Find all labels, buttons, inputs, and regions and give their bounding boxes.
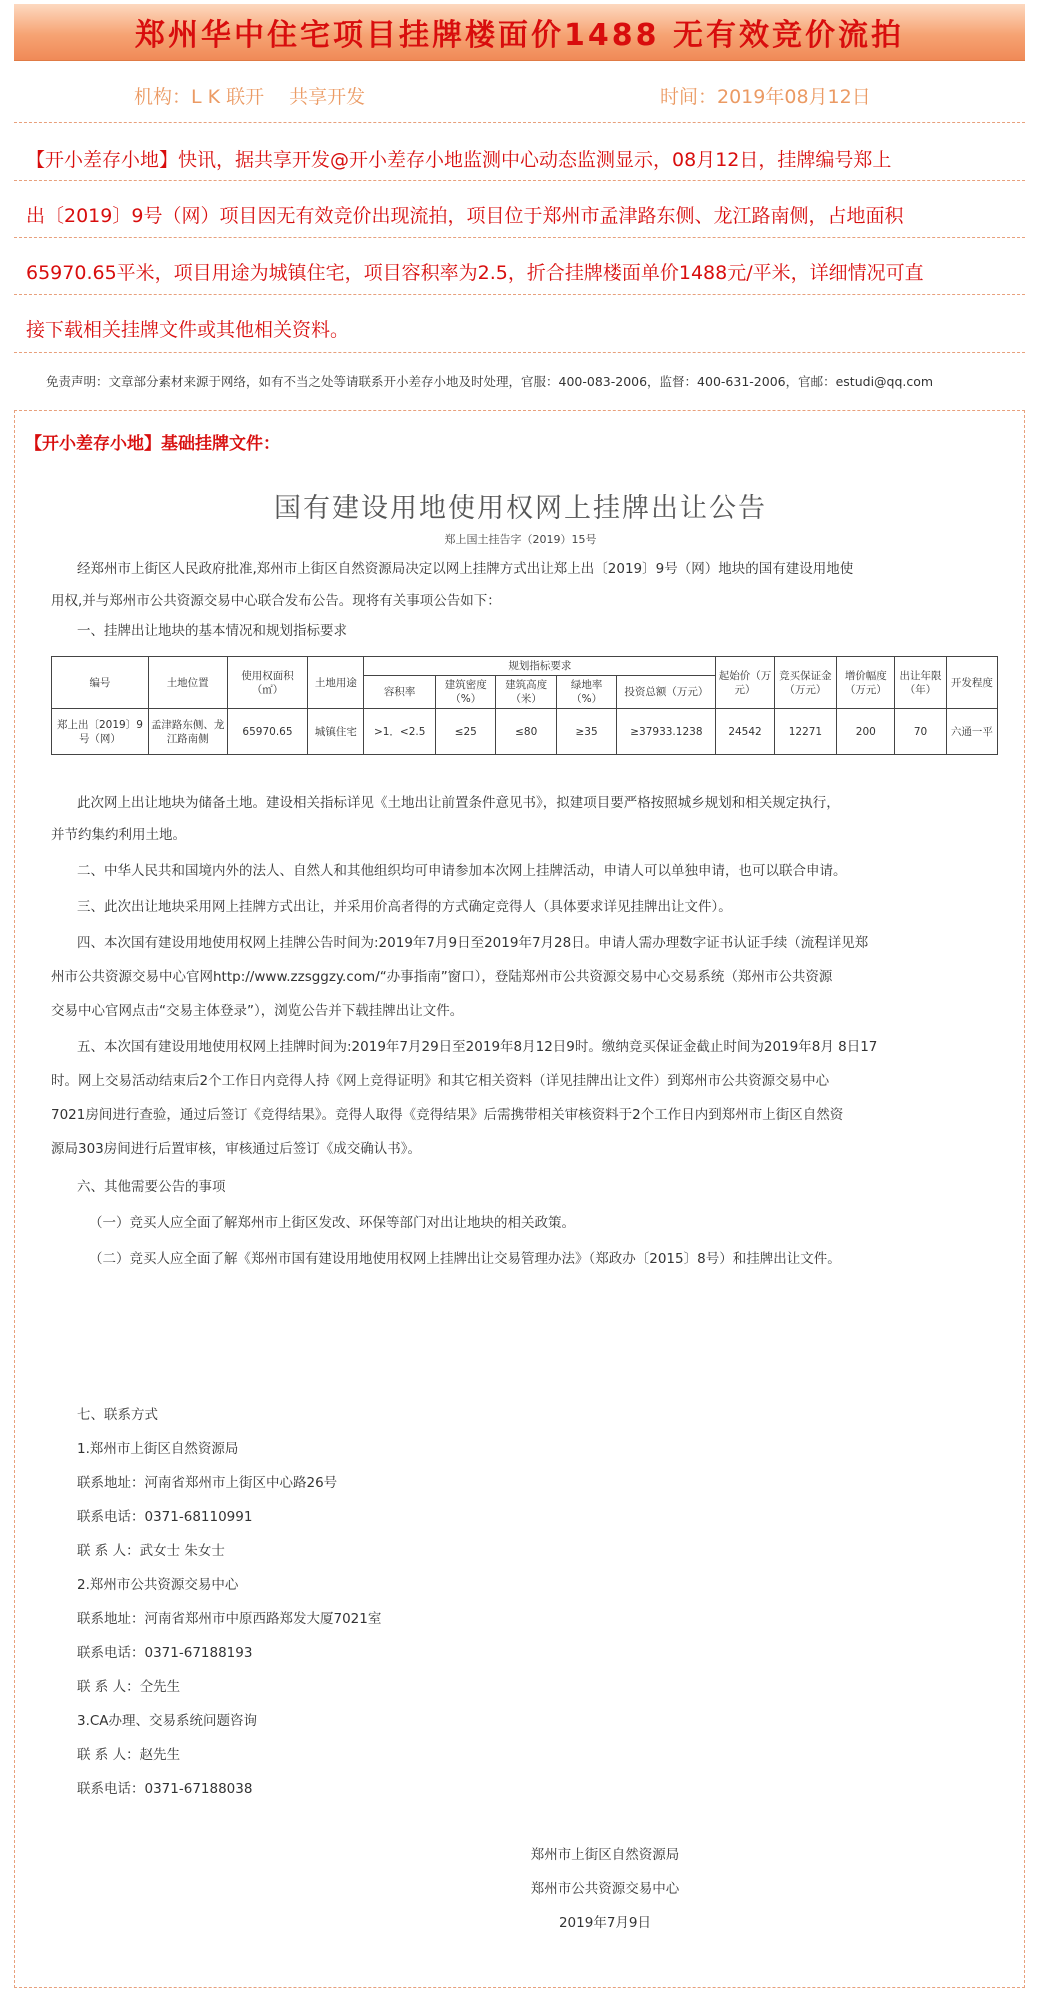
- time-label: 时间：2019年08月12日: [660, 86, 871, 108]
- divider: [14, 294, 1025, 295]
- paragraph: 三、此次出让地块采用网上挂牌方式出让，并采用价高者得的方式确定竞得人（具体要求详见挂牌出让文件）。: [77, 899, 732, 915]
- table-header: 出让年限（年）: [895, 657, 946, 709]
- table-cell: 70: [895, 709, 946, 755]
- contact-phone: 联系电话：0371-67188193: [77, 1645, 253, 1661]
- table-cell: 城镇住宅: [308, 709, 364, 755]
- lead-line-1: [26, 147, 992, 173]
- contact-org: 1.郑州市上街区自然资源局: [77, 1441, 239, 1457]
- title-banner: [14, 4, 1025, 61]
- table-header: 规划指标要求: [364, 657, 716, 676]
- table-header: 起始价（万元）: [716, 657, 774, 709]
- divider: [14, 122, 1025, 123]
- divider: [14, 237, 1025, 238]
- table-cell: >1．<2.5: [364, 709, 436, 755]
- table-cell: 24542: [716, 709, 774, 755]
- contact-org: 2.郑州市公共资源交易中心: [77, 1577, 239, 1593]
- contact-address: 联系地址：河南省郑州市中原西路郑发大厦7021室: [77, 1611, 382, 1627]
- table-cell: 郑上出〔2019〕9号（网）: [52, 709, 149, 755]
- document-label-text: 基础挂牌文件：: [161, 434, 280, 454]
- paragraph: （二）竞买人应全面了解《郑州市国有建设用地使用权网上挂牌出让交易管理办法》（郑政办〔2015〕8号）和挂牌出让文件。: [89, 1251, 841, 1267]
- contact-address: 联系地址：河南省郑州市上街区中心路26号: [77, 1475, 338, 1491]
- contact-person: 联 系 人：赵先生: [77, 1747, 181, 1763]
- document-label: [25, 429, 280, 454]
- table-header: 绿地率（%）: [556, 676, 616, 709]
- table-header: 建筑密度（%）: [436, 676, 496, 709]
- land-plan-table: [51, 656, 998, 755]
- table-header: 土地位置: [148, 657, 227, 709]
- paragraph: 四、本次国有建设用地使用权网上挂牌公告时间为:2019年7月9日至2019年7月28日。申请人需办理数字证书认证手续（流程详见郑: [77, 935, 869, 951]
- table-header: 增价幅度（万元）: [837, 657, 895, 709]
- contact-person: 联 系 人：武女士 朱女士: [77, 1543, 225, 1559]
- lead-line-3: 65970.65平米，项目用途为城镇住宅，项目容积率为2.5，折合挂牌楼面单价1488元/平米，详细情况可直: [26, 262, 924, 284]
- intro-line-1: 经郑州市上街区人民政府批准,郑州市上街区自然资源局决定以网上挂牌方式出让郑上出〔2019〕9号（网）地块的国有建设用地使: [77, 561, 854, 577]
- contact-heading: 七、联系方式: [77, 1407, 158, 1423]
- table-header: 使用权面积（㎡）: [227, 657, 308, 709]
- paragraph: 时。网上交易活动结束后2个工作日内竞得人持《网上竞得证明》和其它相关资料（详见挂牌出让文件）到郑州市公共资源交易中心: [51, 1073, 830, 1089]
- table-cell: ≤25: [436, 709, 496, 755]
- table-header: 土地用途: [308, 657, 364, 709]
- table-cell: 12271: [774, 709, 837, 755]
- section-heading: 一、挂牌出让地块的基本情况和规划指标要求: [77, 623, 347, 639]
- signature-date: 2019年7月9日: [558, 1915, 652, 1931]
- table-header: 容积率: [364, 676, 436, 709]
- paragraph: 此次网上出让地块为储备土地。建设相关指标详见《土地出让前置条件意见书》，拟建项目要严格按照城乡规划和相关规定执行，: [77, 795, 840, 811]
- lead-body-text: 监测中心动态监测显示，08月12日，挂牌编号郑上: [463, 149, 892, 171]
- paragraph: 并节约集约利用土地。: [51, 827, 186, 843]
- table-header: 投资总额（万元）: [617, 676, 716, 709]
- intro-line-2: 用权,并与郑州市公共资源交易中心联合发布公告。现将有关事项公告如下：: [51, 593, 501, 609]
- signature-org: 郑州市公共资源交易中心: [530, 1881, 680, 1897]
- page-title: 郑州华中住宅项目挂牌楼面价1488 无有效竞价流拍: [135, 18, 904, 53]
- lead-line-4: 接下载相关挂牌文件或其他相关资料。: [26, 319, 350, 341]
- table-cell: ≤80: [496, 709, 556, 755]
- table-header: 建筑高度（米）: [496, 676, 556, 709]
- paragraph: 交易中心官网点击“交易主体登录”），浏览公告并下载挂牌出让文件。: [51, 1003, 464, 1019]
- paragraph: （一）竞买人应全面了解郑州市上街区发改、环保等部门对出让地块的相关政策。: [89, 1215, 575, 1231]
- table-header: 开发程度: [946, 657, 997, 709]
- paragraph: 7021房间进行查验，通过后签订《竞得结果》。竞得人取得《竞得结果》后需携带相关审核资料于2个工作日内到郑州市上街区自然资: [51, 1107, 844, 1123]
- table-cell: 65970.65: [227, 709, 308, 755]
- table-cell: 孟津路东侧、龙江路南侧: [148, 709, 227, 755]
- paragraph: 州市公共资源交易中心官网http://www.zzsggzy.com/“办事指南”窗口），登陆郑州市公共资源交易中心交易系统（郑州市公共资源: [51, 969, 833, 985]
- document-label-tag: 【开小差存小地】: [25, 434, 161, 454]
- org-label: 机构：L K 联开 共享开发: [134, 86, 366, 108]
- divider: [14, 352, 1025, 353]
- contact-phone: 联系电话：0371-67188038: [77, 1781, 253, 1797]
- document-box: [14, 410, 1025, 1988]
- contact-phone: 联系电话：0371-68110991: [77, 1509, 253, 1525]
- table-header: 竞买保证金（万元）: [774, 657, 837, 709]
- announcement-number: 郑上国土挂告字（2019）15号: [444, 533, 597, 546]
- paragraph: 源局303房间进行后置审核，审核通过后签订《成交确认书》。: [51, 1141, 422, 1157]
- contact-org: 3.CA办理、交易系统问题咨询: [77, 1713, 258, 1729]
- table-cell: ≥35: [556, 709, 616, 755]
- table-cell: 200: [837, 709, 895, 755]
- lead-source-text: 快讯，据共享开发@开小差存小地: [178, 149, 464, 171]
- announcement-title: 国有建设用地使用权网上挂牌出让公告: [274, 493, 767, 524]
- lead-line-2: 出〔2019〕9号（网）项目因无有效竞价出现流拍，项目位于郑州市孟津路东侧、龙江路南侧，占地面积: [26, 205, 904, 227]
- paragraph: 五、本次国有建设用地使用权网上挂牌时间为:2019年7月29日至2019年8月12日9时。缴纳竞买保证金截止时间为2019年8月 8日17: [77, 1039, 878, 1055]
- table-cell: ≥37933.1238: [617, 709, 716, 755]
- divider: [14, 180, 1025, 181]
- table-header: 编号: [52, 657, 149, 709]
- disclaimer-text: 免责声明：文章部分素材来源于网络，如有不当之处等请联系开小差存小地及时处理，官服：400-083-2006，监督：400-631-2006，官邮：estudi@qq.com: [46, 374, 934, 389]
- paragraph: 二、中华人民共和国境内外的法人、自然人和其他组织均可申请参加本次网上挂牌活动，申请人可以单独申请，也可以联合申请。: [77, 863, 847, 879]
- signature-org: 郑州市上街区自然资源局: [530, 1847, 680, 1863]
- contact-person: 联 系 人：仝先生: [77, 1679, 181, 1695]
- lead-source-tag: 【开小差存小地】: [26, 149, 179, 171]
- table-cell: 六通一平: [946, 709, 997, 755]
- paragraph: 六、其他需要公告的事项: [77, 1179, 226, 1195]
